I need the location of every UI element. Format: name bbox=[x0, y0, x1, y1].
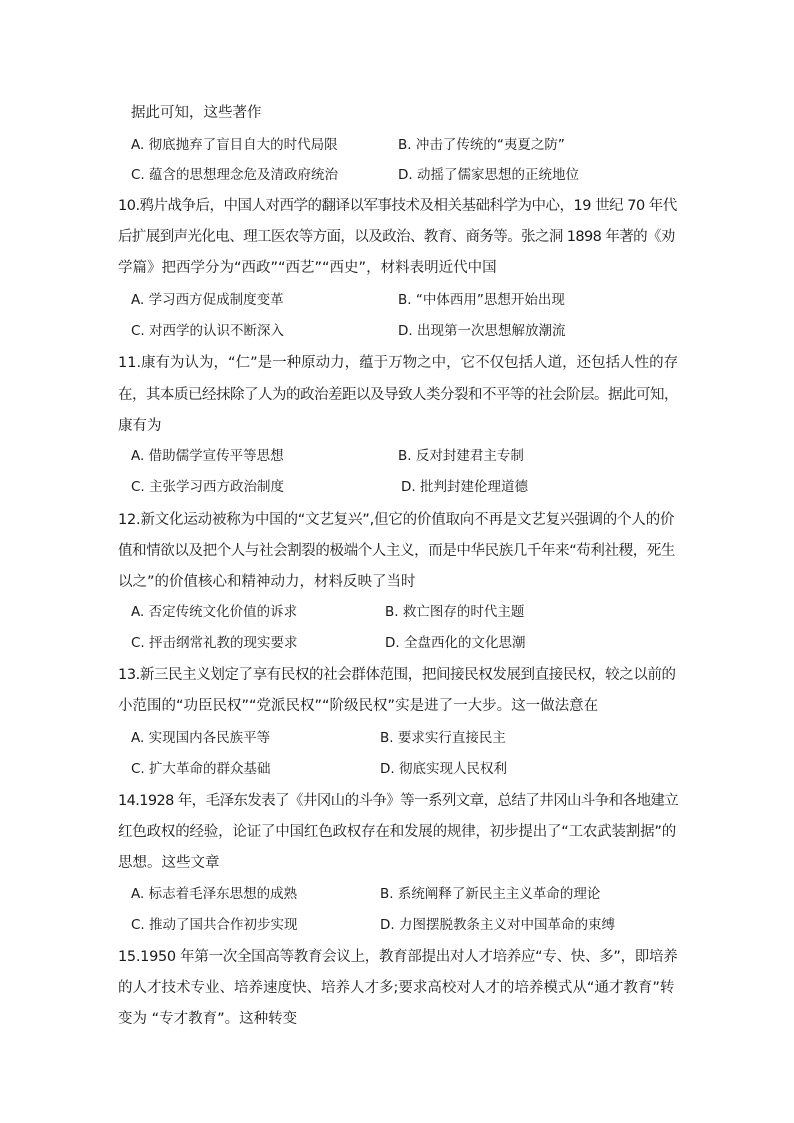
q10-option-c: C. 对西学的认识不断深入 bbox=[131, 323, 285, 339]
q12-line-3: 以之”的价值核心和精神动力，材料反映了当时 bbox=[118, 574, 416, 590]
q13-option-a: A. 实现国内各民族平等 bbox=[131, 730, 271, 746]
q12-line-1: 12.新文化运动被称为中国的“文艺复兴”,但它的价值取向不再是文艺复兴强调的个人的价 bbox=[118, 512, 675, 528]
q15-line-1: 15.1950 年第一次全国高等教育会议上，教育部提出对人才培养应“专、快、多”，即培养 bbox=[118, 949, 678, 965]
q14-line-1: 14.1928 年，毛泽东发表了《井冈山的斗争》等一系列文章，总结了井冈山斗争和各地建立 bbox=[118, 793, 679, 809]
q12-option-c: C. 抨击纲常礼教的现实要求 bbox=[131, 635, 298, 651]
q11-option-b: B. 反对封建君主专制 bbox=[398, 448, 524, 464]
q13-line-2: 小范围的“功臣民权”“党派民权”“阶级民权”实是进了一大步。这一做法意在 bbox=[118, 698, 599, 714]
q14-option-b: B. 系统阐释了新民主主义革命的理论 bbox=[380, 886, 601, 902]
q11-line-3: 康有为 bbox=[118, 418, 162, 434]
q10-line-3: 学篇》把西学分为“西政”“西艺”“西史”，材料表明近代中国 bbox=[118, 260, 497, 276]
q11-option-a: A. 借助儒学宣传平等思想 bbox=[131, 448, 284, 464]
q13-line-1: 13.新三民主义划定了享有民权的社会群体范围，把间接民权发展到直接民权，较之以前的 bbox=[118, 667, 676, 683]
q14-option-a: A. 标志着毛泽东思想的成熟 bbox=[131, 886, 298, 902]
q15-line-2: 的人才技术专业、培养速度快、培养人才多;要求高校对人才的培养模式从“通才教育”转 bbox=[118, 980, 675, 996]
q11-option-c: C. 主张学习西方政治制度 bbox=[131, 479, 285, 495]
q12-option-b: B. 救亡图存的时代主题 bbox=[385, 604, 525, 620]
q9-tail: 据此可知，这些著作 bbox=[131, 105, 262, 121]
q10-option-d: D. 出现第一次思想解放潮流 bbox=[398, 323, 566, 339]
q13-option-c: C. 扩大革命的群众基础 bbox=[131, 761, 271, 777]
q9-option-d: D. 动摇了儒家思想的正统地位 bbox=[398, 167, 579, 183]
q9-option-b: B. 冲击了传统的“夷夏之防” bbox=[398, 137, 565, 153]
q14-line-2: 红色政权的经验，论证了中国红色政权存在和发展的规律，初步提出了“工农武装割据”的 bbox=[118, 824, 677, 840]
q13-option-b: B. 要求实行直接民主 bbox=[380, 730, 506, 746]
q14-option-d: D. 力图摆脱教条主义对中国革命的束缚 bbox=[380, 917, 615, 933]
q11-line-1: 11.康有为认为，“仁”是一种原动力，蕴于万物之中，它不仅包括人道，还包括人性的存 bbox=[118, 355, 679, 371]
q15-line-3: 变为 “专才教育”。这种转变 bbox=[118, 1011, 298, 1027]
q10-line-2: 后扩展到声光化电、理工医农等方面，以及政治、教育、商务等。张之洞 1898 年著的《劝 bbox=[118, 229, 675, 245]
q9-option-a: A. 彻底抛弃了盲目自大的时代局限 bbox=[131, 137, 338, 153]
q9-option-c: C. 蕴含的思想理念危及清政府统治 bbox=[131, 167, 339, 183]
q10-line-1: 10.鸦片战争后，中国人对西学的翻译以军事技术及相关基础科学为中心，19 世纪 70 年代 bbox=[118, 198, 677, 214]
q10-option-a: A. 学习西方促成制度变革 bbox=[131, 292, 284, 308]
q10-option-b: B. “中体西用”思想开始出现 bbox=[398, 292, 565, 308]
q11-line-2: 在，其本质已经抹除了人为的政治差距以及导致人类分裂和不平等的社会阶层。据此可知， bbox=[118, 387, 678, 403]
q13-option-d: D. 彻底实现人民权利 bbox=[380, 761, 507, 777]
q12-option-a: A. 否定传统文化价值的诉求 bbox=[131, 604, 298, 620]
q11-option-d: D. 批判封建伦理道德 bbox=[401, 479, 528, 495]
q14-line-3: 思想。这些文章 bbox=[118, 855, 220, 871]
q12-option-d: D. 全盘西化的文化思潮 bbox=[385, 635, 526, 651]
q14-option-c: C. 推动了国共合作初步实现 bbox=[131, 917, 298, 933]
q12-line-2: 值和情欲以及把个人与社会割裂的极端个人主义，而是中华民族几千年来“苟利社稷，死生 bbox=[118, 543, 676, 559]
